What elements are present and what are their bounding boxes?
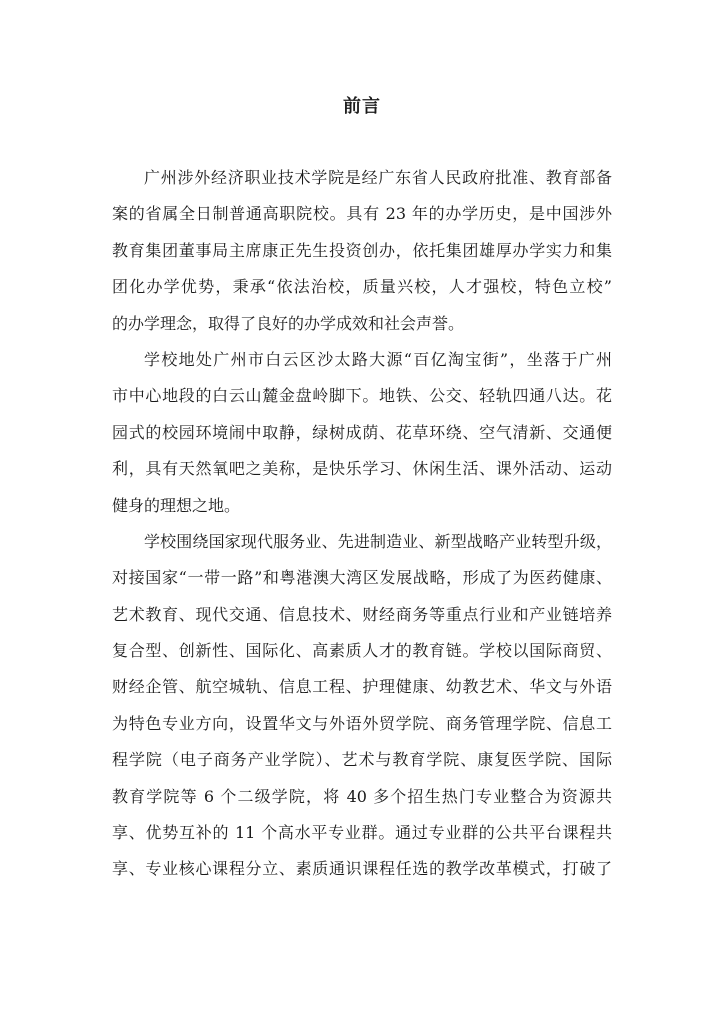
text-line: 利，具有天然氧吧之美称，是快乐学习、休闲生活、课外活动、运动 <box>112 459 612 479</box>
text-line: 教育学院等 6 个二级学院，将 40 多个招生热门专业整合为资源共 <box>112 786 612 806</box>
text-line: 为特色专业方向，设置华文与外语外贸学院、商务管理学院、信息工 <box>112 713 612 733</box>
text-line: 团化办学优势，秉承“依法治校，质量兴校，人才强校，特色立校” <box>112 277 612 297</box>
text-line: 享、优势互补的 11 个高水平专业群。通过专业群的公共平台课程共 <box>112 823 612 843</box>
page-title: 前言 <box>343 96 381 117</box>
text-line: 财经企管、航空城轨、信息工程、护理健康、幼教艺术、华文与外语 <box>112 677 612 697</box>
text-line: 享、专业核心课程分立、素质通识课程任选的教学改革模式，打破了 <box>112 859 612 879</box>
text-line: 健身的理想之地。 <box>112 495 241 515</box>
text-line: 对接国家“一带一路”和粤港澳大湾区发展战略，形成了为医药健康、 <box>112 568 612 588</box>
text-line: 园式的校园环境闹中取静，绿树成荫、花草环绕、空气清新、交通便 <box>112 422 612 442</box>
paragraph-1 <box>112 160 612 342</box>
text-line: 的办学理念，取得了良好的办学成效和社会声誉。 <box>112 313 465 333</box>
paragraph-2 <box>112 342 612 524</box>
text-line: 教育集团董事局主席康正先生投资创办，依托集团雄厚办学实力和集 <box>112 240 612 260</box>
text-line: 学校围绕国家现代服务业、先进制造业、新型战略产业转型升级， <box>144 531 612 551</box>
text-line: 市中心地段的白云山麓金盘岭脚下。地铁、公交、轻轨四通八达。花 <box>112 386 612 406</box>
text-line: 程学院（电子商务产业学院）、艺术与教育学院、康复医学院、国际 <box>112 750 612 770</box>
document-body <box>112 160 612 888</box>
text-line: 案的省属全日制普通高职院校。具有 23 年的办学历史，是中国涉外 <box>112 204 612 224</box>
text-line: 复合型、创新性、国际化、高素质人才的教育链。学校以国际商贸、 <box>112 641 612 661</box>
paragraph-3 <box>112 524 612 888</box>
text-line: 广州涉外经济职业技术学院是经广东省人民政府批准、教育部备 <box>144 168 612 187</box>
text-line: 艺术教育、现代交通、信息技术、财经商务等重点行业和产业链培养 <box>112 604 612 624</box>
text-line: 学校地处广州市白云区沙太路大源“百亿淘宝街”，坐落于广州 <box>144 349 612 369</box>
